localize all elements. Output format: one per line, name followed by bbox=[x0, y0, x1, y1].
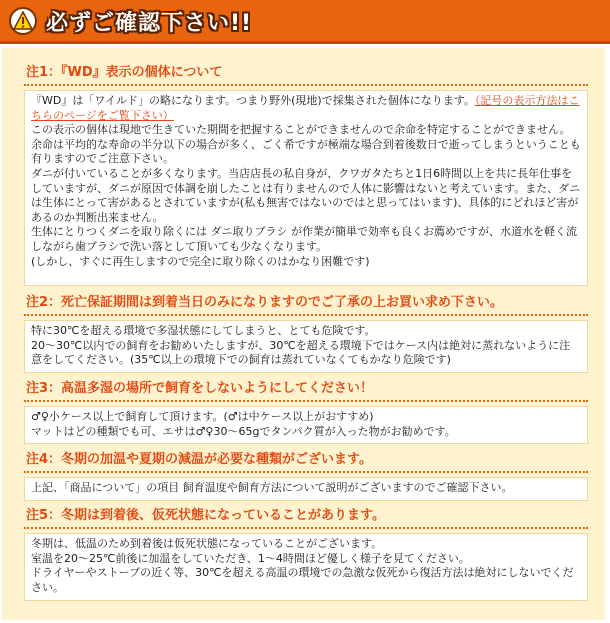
section-title: 注4：冬期の加温や夏期の減温が必要な種類がございます。 bbox=[24, 449, 588, 473]
notice-section-5 bbox=[24, 505, 588, 601]
section-title: 注1：『WD』表示の個体について bbox=[24, 62, 588, 86]
section-title: 注2：死亡保証期間は到着当日のみになりますのでご了承の上お買い求め下さい。 bbox=[24, 292, 588, 316]
section-title: 注5：冬期は到着後、仮死状態になっていることがあります。 bbox=[24, 505, 588, 529]
section-text: 冬期は、低温のため到着後は仮死状態になっていることがございます。 bbox=[31, 537, 383, 550]
section-body bbox=[24, 533, 588, 601]
notice-panel bbox=[2, 48, 605, 620]
section-text: この表示の個体は現地で生きていた期間を把握することができませんので余命を特定することができません。余命は平均的な寿命の半分以下の場合が多く、ごく希ですが極端な場合到着後数日で逝ってしまうということも有りますのでご注意下さい。 bbox=[31, 123, 581, 166]
section-body bbox=[24, 320, 588, 373]
notice-section-4 bbox=[24, 449, 588, 501]
symbol-guide-link[interactable]: （記号の表示方法はこちらのページをご覧下さい） bbox=[31, 94, 580, 122]
section-body bbox=[24, 406, 588, 444]
page-title: 必ずご確認下さい!! bbox=[46, 11, 253, 36]
section-text: (しかし、すぐに再生しますので完全に取り除くのはかなり困難です) bbox=[31, 254, 370, 268]
page-header bbox=[0, 0, 610, 44]
section-text: 20～30℃以内での飼育をお勧めいたしますが、30℃を超える環境下ではケース内は絶対に蒸れないように注意をしてください。(35℃以上の環境下での飼育は蒸れていなくてもかなり危険です) bbox=[31, 338, 571, 367]
notice-section-1 bbox=[24, 62, 588, 286]
warning-icon bbox=[9, 7, 37, 35]
notice-section-3 bbox=[24, 378, 588, 444]
section-text: ドライヤーやストーブの近く等、30℃を超える高温の環境での急激な仮死から復活方法は絶対にしないでください。 bbox=[31, 566, 574, 594]
section-text: 特に30℃を超える環境で多湿状態にしてしまうと、とても危険です。 bbox=[31, 324, 376, 337]
section-body bbox=[24, 90, 588, 286]
section-text: 『WD』は「ワイルド」の略になります。つまり野外(現地)で採集された個体になります。 bbox=[31, 94, 475, 107]
section-text: マットはどの種類でも可、エサは♂♀30～65gでタンパク質が入った物がお勧めです。 bbox=[31, 424, 456, 438]
section-text: ダニが付いていることが多くなります。当店店長の私自身が、クワガタたちと1日6時間以上を共に長年仕事をしていますが、ダニが原因で体調を崩したことは有りませんので人体に影響はないと考えています。また、ダニは生体にとって害があるとされていますが(私も無害ではないのではと思ってはいます)、具体的にどれほど害があるのか判断出来ません。 bbox=[31, 166, 581, 224]
section-text: 室温を20～25℃前後に加温をしていただき、1～4時間ほど優しく様子を見てください。 bbox=[31, 551, 470, 565]
section-text: 上記、「商品について」の項目 飼育温度や飼育方法について説明がございますのでご確認下さい。 bbox=[31, 481, 513, 494]
notice-section-2 bbox=[24, 292, 588, 373]
section-text: 生体にとりつくダニを取り除くには ダニ取りブラシ が作業が簡単で効率も良くお薦めですが、水道水を軽く流しながら歯ブラシで洗い落として頂いても少なくなります。 bbox=[31, 225, 577, 253]
section-body bbox=[24, 477, 588, 501]
section-title: 注3：高温多湿の場所で飼育をしないようにしてください！ bbox=[24, 378, 588, 402]
section-text: ♂♀小ケース以上で飼育して頂けます。(♂は中ケース以上がおすすめ) bbox=[31, 410, 374, 423]
